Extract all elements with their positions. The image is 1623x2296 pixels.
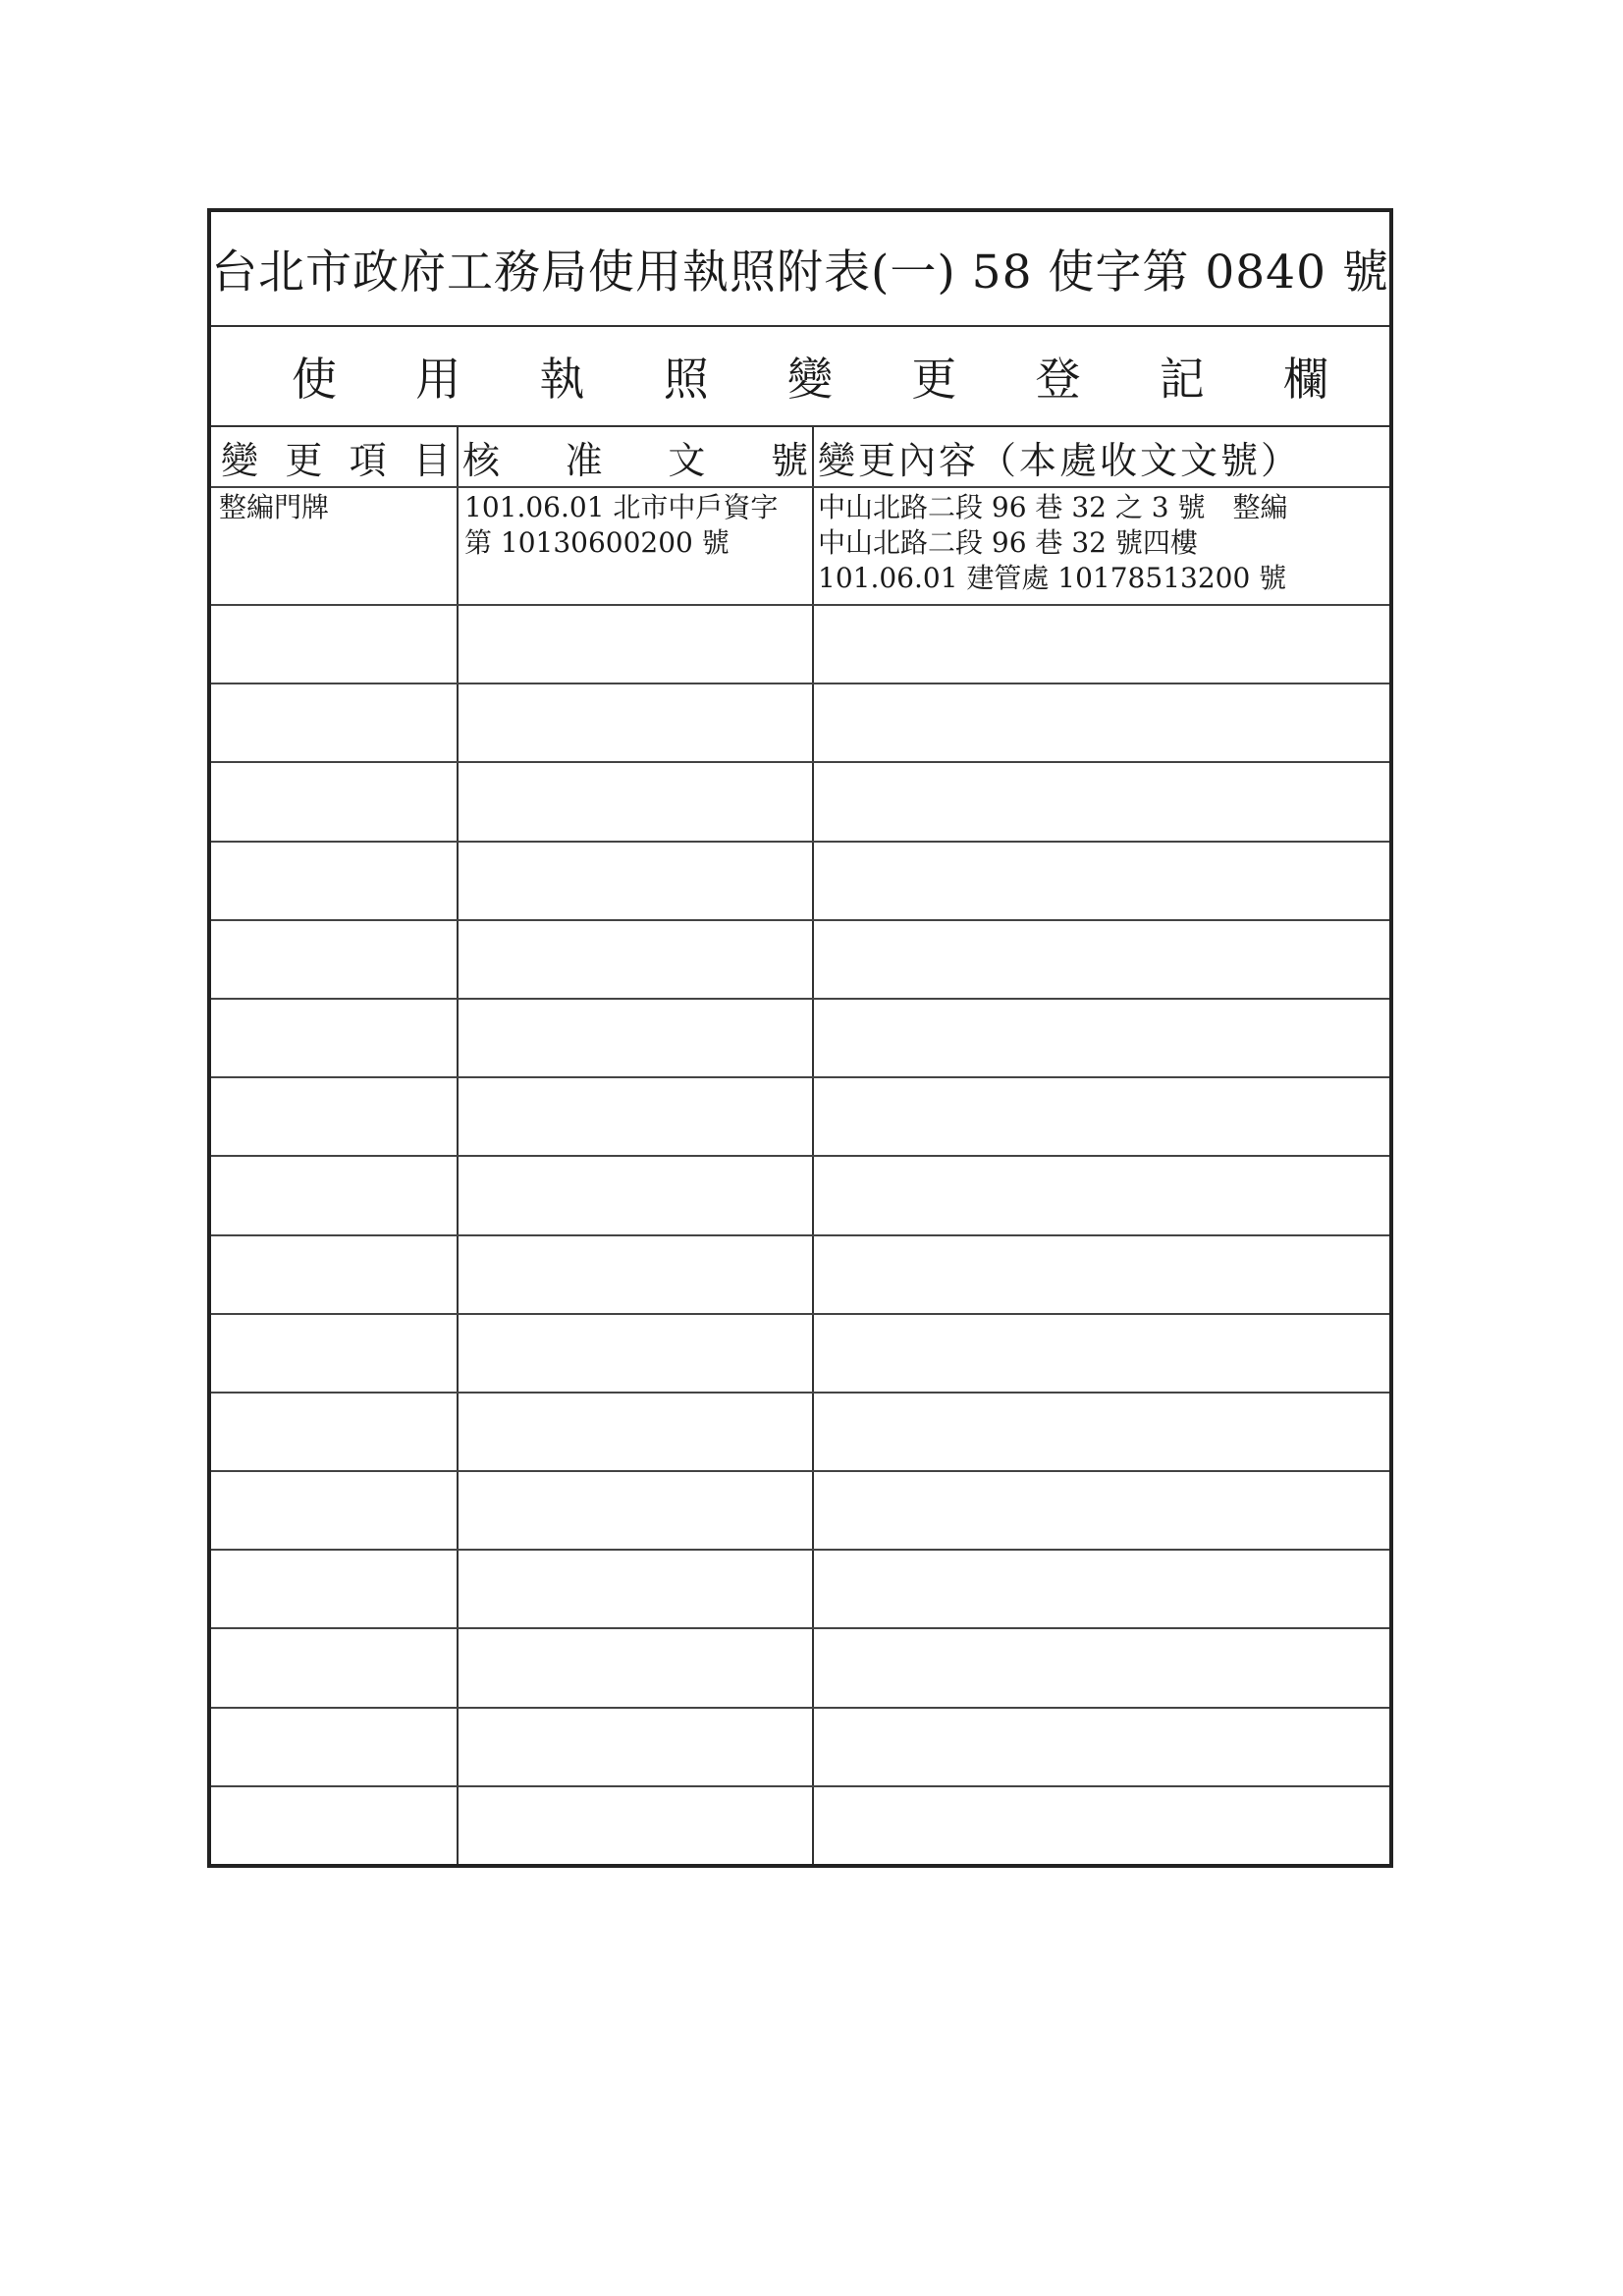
section-heading	[211, 327, 1389, 427]
row-divider	[211, 604, 1389, 606]
header-change-item	[215, 427, 457, 486]
header-char: 變	[221, 438, 259, 482]
change-record-table	[211, 427, 1389, 1864]
header-char: 項	[349, 438, 387, 482]
header-char: 文	[668, 438, 706, 482]
approval-line: 第 10130600200 號	[464, 526, 730, 559]
row-divider	[211, 841, 1389, 843]
row-divider	[211, 1707, 1389, 1709]
header-char: 核	[462, 438, 501, 482]
section-heading-char: 欄	[1283, 353, 1328, 406]
row-1-change-content	[818, 490, 1287, 596]
column-divider	[812, 427, 814, 1864]
content-line: 中山北路二段 96 巷 32 號四樓	[818, 526, 1198, 559]
row-1-approval-number	[464, 490, 778, 561]
row-divider	[211, 1234, 1389, 1236]
content-line: 101.06.01 建管處 10178513200 號	[818, 562, 1287, 594]
header-change-content: 變更內容（本處收文文號）	[818, 438, 1302, 482]
section-heading-char: 使	[292, 353, 337, 406]
column-divider	[457, 427, 459, 1864]
row-divider	[211, 1785, 1389, 1787]
row-divider	[211, 1470, 1389, 1472]
section-heading-char: 登	[1035, 353, 1081, 406]
section-heading-char: 照	[663, 353, 709, 406]
section-heading-char: 執	[539, 353, 585, 406]
header-char: 號	[770, 438, 808, 482]
section-heading-char: 更	[911, 353, 957, 406]
approval-line: 101.06.01 北市中戶資字	[464, 491, 779, 523]
row-1-change-item: 整編門牌	[219, 491, 330, 523]
row-divider	[211, 683, 1389, 684]
row-divider	[211, 1313, 1389, 1315]
header-char: 准	[565, 438, 603, 482]
section-heading-char: 用	[415, 353, 461, 406]
section-heading-char: 記	[1159, 353, 1205, 406]
section-heading-char: 變	[787, 353, 833, 406]
header-approval-number	[459, 427, 812, 486]
row-divider	[211, 486, 1389, 488]
document-frame	[207, 208, 1393, 1868]
header-char: 目	[412, 438, 451, 482]
row-divider	[211, 1549, 1389, 1551]
row-divider	[211, 998, 1389, 1000]
row-divider	[211, 761, 1389, 763]
row-divider	[211, 1392, 1389, 1394]
header-char: 更	[285, 438, 323, 482]
row-divider	[211, 1627, 1389, 1629]
row-divider	[211, 919, 1389, 921]
row-divider	[211, 1076, 1389, 1078]
row-divider	[211, 1155, 1389, 1157]
document-title: 台北市政府工務局使用執照附表(一) 58 使字第 0840 號	[211, 212, 1389, 327]
content-line: 中山北路二段 96 巷 32 之 3 號 整編	[818, 491, 1288, 523]
